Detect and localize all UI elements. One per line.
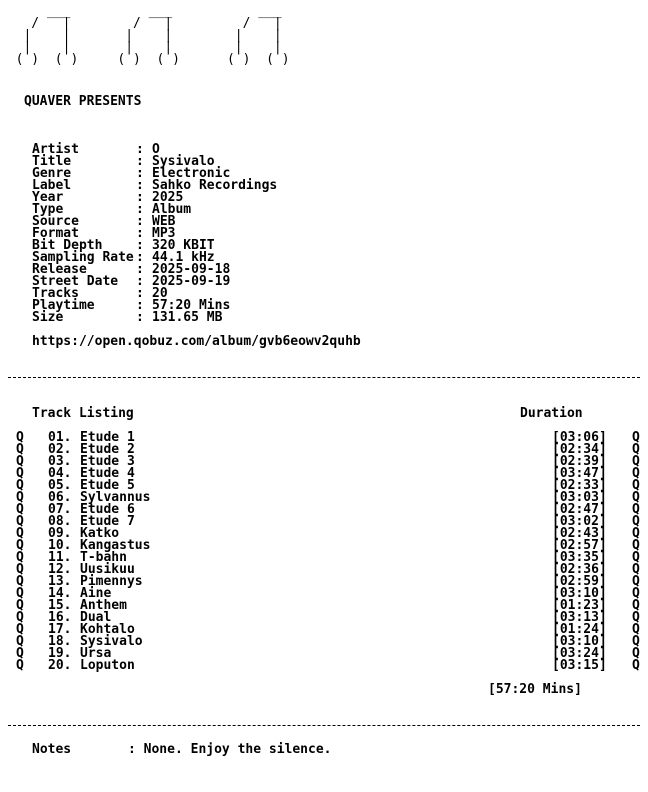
track-marker-left: Q [16, 466, 24, 481]
info-colon: : [136, 250, 144, 265]
track-marker-right: Q [632, 598, 640, 613]
separator-bottom [8, 725, 640, 726]
track-number: 09. [48, 526, 72, 541]
track-duration: [02:39] [552, 454, 607, 469]
info-value: 20 [152, 286, 168, 301]
info-colon: : [136, 226, 144, 241]
track-number: 12. [48, 562, 72, 577]
track-duration: [02:47] [552, 502, 607, 517]
track-duration: [01:24] [552, 622, 607, 637]
track-title: Pimennys [80, 574, 143, 589]
track-marker-right: Q [632, 610, 640, 625]
track-number: 18. [48, 634, 72, 649]
track-marker-right: Q [632, 622, 640, 637]
track-duration: [02:36] [552, 562, 607, 577]
track-duration: [02:59] [552, 574, 607, 589]
track-duration: [02:33] [552, 478, 607, 493]
info-colon: : [136, 142, 144, 157]
track-marker-right: Q [632, 442, 640, 457]
track-marker-right: Q [632, 634, 640, 649]
track-marker-right: Q [632, 490, 640, 505]
separator-top [8, 377, 640, 378]
info-value: 2025-09-18 [152, 262, 231, 277]
info-colon: : [136, 154, 144, 169]
track-marker-left: Q [16, 622, 24, 637]
track-title: Kangastus [80, 538, 151, 553]
track-marker-left: Q [16, 478, 24, 493]
info-colon: : [136, 238, 144, 253]
info-label: Source [32, 214, 79, 229]
total-playtime: [57:20 Mins] [488, 682, 582, 697]
track-title: Kohtalo [80, 622, 135, 637]
track-title: Anthem [80, 598, 127, 613]
info-label: Label [32, 178, 72, 193]
track-number: 01. [48, 430, 72, 445]
track-marker-left: Q [16, 562, 24, 577]
track-number: 15. [48, 598, 72, 613]
info-value: O [152, 142, 160, 157]
track-number: 06. [48, 490, 72, 505]
track-number: 11. [48, 550, 72, 565]
track-marker-right: Q [632, 646, 640, 661]
info-label: Genre [32, 166, 72, 181]
track-number: 20. [48, 658, 72, 673]
presents-line: QUAVER PRESENTS [24, 94, 142, 109]
info-value: Sysivalo [152, 154, 215, 169]
info-colon: : [136, 190, 144, 205]
info-value: MP3 [152, 226, 176, 241]
track-marker-right: Q [632, 526, 640, 541]
track-marker-left: Q [16, 538, 24, 553]
track-title: Etude 1 [80, 430, 135, 445]
track-duration: [03:13] [552, 610, 607, 625]
track-number: 17. [48, 622, 72, 637]
info-colon: : [136, 274, 144, 289]
track-marker-left: Q [16, 526, 24, 541]
info-colon: : [136, 214, 144, 229]
track-number: 03. [48, 454, 72, 469]
info-colon: : [136, 166, 144, 181]
info-label: Release [32, 262, 87, 277]
info-colon: : [136, 298, 144, 313]
track-marker-left: Q [16, 598, 24, 613]
track-title: Loputon [80, 658, 135, 673]
info-label: Playtime [32, 298, 95, 313]
track-marker-left: Q [16, 442, 24, 457]
info-label: Title [32, 154, 72, 169]
track-marker-right: Q [632, 538, 640, 553]
logo-ascii-art: ___ ___ ___ / | / | / | | | | | | | | | | | | | ( ) ( ) ( ) ( ) ( ) ( ) [15, 4, 290, 67]
info-label: Size [32, 310, 64, 325]
track-duration: [03:03] [552, 490, 607, 505]
info-label: Street Date [32, 274, 119, 289]
info-colon: : [136, 202, 144, 217]
info-colon: : [136, 286, 144, 301]
track-number: 10. [48, 538, 72, 553]
notes-label: Notes [32, 742, 72, 757]
track-marker-right: Q [632, 502, 640, 517]
track-title: Dual [80, 610, 112, 625]
track-number: 19. [48, 646, 72, 661]
track-title: Uusikuu [80, 562, 135, 577]
duration-header: Duration [520, 406, 583, 421]
track-marker-left: Q [16, 646, 24, 661]
info-value: 2025 [152, 190, 184, 205]
track-marker-left: Q [16, 574, 24, 589]
track-number: 08. [48, 514, 72, 529]
track-marker-right: Q [632, 562, 640, 577]
track-marker-left: Q [16, 634, 24, 649]
track-marker-left: Q [16, 658, 24, 673]
track-duration: [02:34] [552, 442, 607, 457]
track-marker-left: Q [16, 502, 24, 517]
info-label: Artist [32, 142, 79, 157]
track-title: Katko [80, 526, 120, 541]
track-duration: [03:10] [552, 586, 607, 601]
track-listing-header: Track Listing [32, 406, 134, 421]
track-duration: [03:10] [552, 634, 607, 649]
track-marker-right: Q [632, 586, 640, 601]
track-title: Sysivalo [80, 634, 143, 649]
track-title: Sylvannus [80, 490, 151, 505]
info-value: WEB [152, 214, 176, 229]
info-value: Electronic [152, 166, 231, 181]
track-title: Ursa [80, 646, 112, 661]
info-value: Sahko Recordings [152, 178, 278, 193]
track-number: 16. [48, 610, 72, 625]
track-title: T-bahn [80, 550, 127, 565]
info-label: Bit Depth [32, 238, 103, 253]
track-duration: [01:23] [552, 598, 607, 613]
album-url[interactable]: https://open.qobuz.com/album/gvb6eowv2quhb [32, 334, 361, 349]
track-duration: [03:06] [552, 430, 607, 445]
track-marker-left: Q [16, 586, 24, 601]
track-number: 13. [48, 574, 72, 589]
track-duration: [03:02] [552, 514, 607, 529]
track-duration: [02:57] [552, 538, 607, 553]
track-marker-right: Q [632, 466, 640, 481]
track-number: 07. [48, 502, 72, 517]
track-number: 05. [48, 478, 72, 493]
track-duration: [02:43] [552, 526, 607, 541]
track-marker-left: Q [16, 454, 24, 469]
track-title: Aine [80, 586, 112, 601]
info-label: Type [32, 202, 64, 217]
track-marker-right: Q [632, 550, 640, 565]
info-label: Tracks [32, 286, 79, 301]
track-duration: [03:24] [552, 646, 607, 661]
track-title: Etude 2 [80, 442, 135, 457]
info-label: Sampling Rate [32, 250, 134, 265]
track-marker-left: Q [16, 490, 24, 505]
info-value: 57:20 Mins [152, 298, 231, 313]
info-value: 2025-09-19 [152, 274, 231, 289]
track-duration: [03:47] [552, 466, 607, 481]
track-number: 14. [48, 586, 72, 601]
info-colon: : [136, 310, 144, 325]
info-label: Format [32, 226, 79, 241]
track-title: Etude 3 [80, 454, 135, 469]
track-number: 04. [48, 466, 72, 481]
notes-value: : None. Enjoy the silence. [128, 742, 332, 757]
info-colon: : [136, 178, 144, 193]
track-marker-right: Q [632, 430, 640, 445]
info-value: Album [152, 202, 192, 217]
info-value: 320 KBIT [152, 238, 215, 253]
track-marker-right: Q [632, 658, 640, 673]
info-value: 44.1 kHz [152, 250, 215, 265]
track-title: Etude 5 [80, 478, 135, 493]
track-duration: [03:35] [552, 550, 607, 565]
track-marker-left: Q [16, 430, 24, 445]
track-marker-right: Q [632, 574, 640, 589]
track-number: 02. [48, 442, 72, 457]
track-marker-left: Q [16, 514, 24, 529]
track-marker-left: Q [16, 550, 24, 565]
track-marker-left: Q [16, 610, 24, 625]
info-label: Year [32, 190, 64, 205]
info-colon: : [136, 262, 144, 277]
track-title: Etude 7 [80, 514, 135, 529]
track-marker-right: Q [632, 514, 640, 529]
info-value: 131.65 MB [152, 310, 223, 325]
track-title: Etude 4 [80, 466, 135, 481]
track-marker-right: Q [632, 454, 640, 469]
track-title: Etude 6 [80, 502, 135, 517]
track-duration: [03:15] [552, 658, 607, 673]
track-marker-right: Q [632, 478, 640, 493]
